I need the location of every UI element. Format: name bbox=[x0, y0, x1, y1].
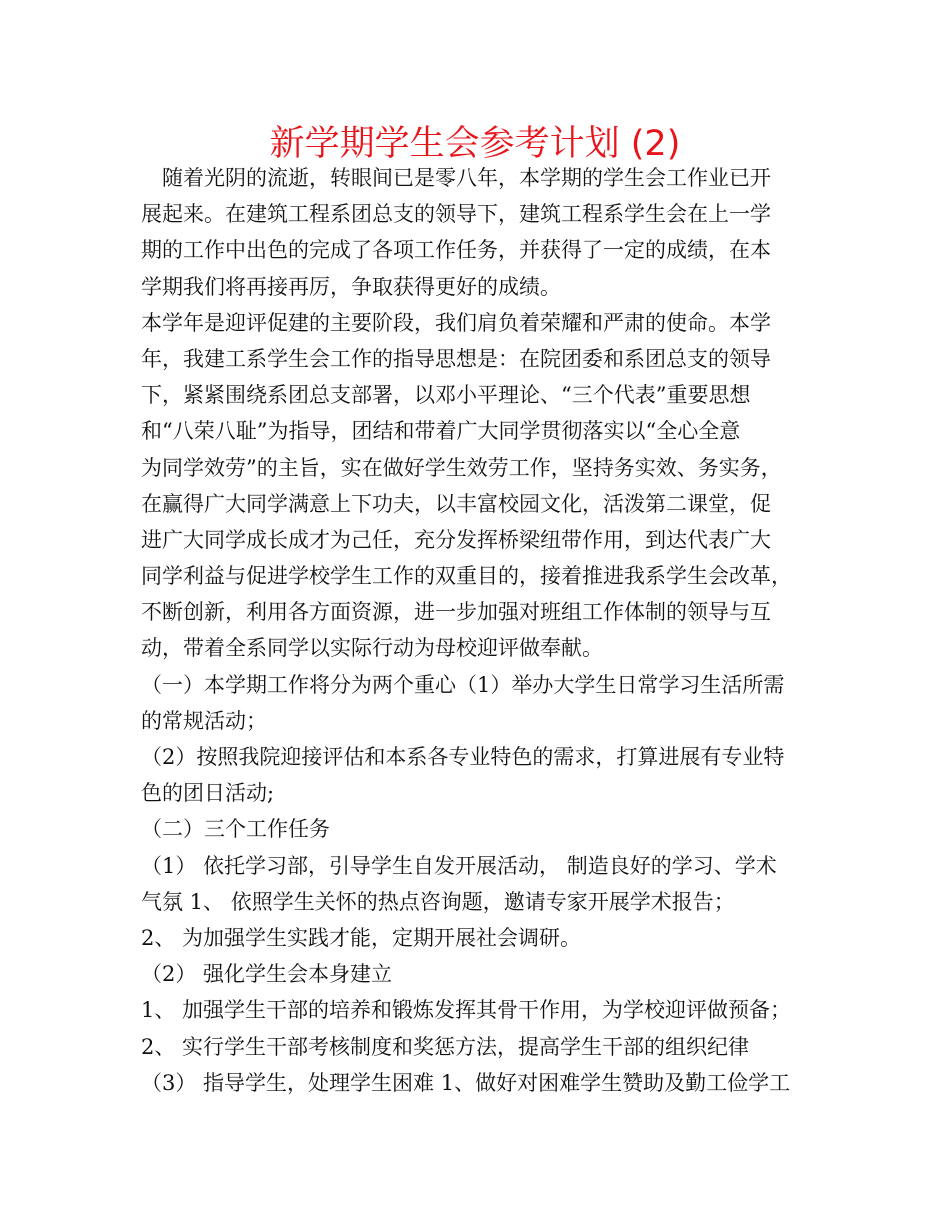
body-line: 展起来。在建筑工程系团总支的领导下，建筑工程系学生会在上一学 bbox=[141, 202, 771, 227]
body-line: 为同学效劳”的主旨，实在做好学生效劳工作，坚持务实效、务实务， bbox=[141, 455, 782, 480]
body-line: 的常规活动； bbox=[141, 708, 267, 733]
body-line: （2） 强化学生会本身建立 bbox=[141, 962, 393, 987]
document-title: 新学期学生会参考计划 (2) bbox=[269, 124, 681, 164]
body-line: 进广大同学成长成才为己任，充分发挥桥梁纽带作用，到达代表广大 bbox=[141, 527, 771, 552]
body-line: 学期我们将再接再厉，争取获得更好的成绩。 bbox=[141, 274, 561, 299]
body-line: 2、 为加强学生实践才能，定期开展社会调研。 bbox=[141, 925, 582, 950]
body-line: 和“八荣八耻”为指导，团结和带着广大同学贯彻落实以“全心全意 bbox=[141, 419, 741, 444]
body-line: 在赢得广大同学满意上下功夫，以丰富校园文化，活泼第二课堂，促 bbox=[141, 491, 771, 516]
body-line: （一）本学期工作将分为两个重心（1）举办大学生日常学习生活所需 bbox=[141, 672, 785, 697]
body-line: 期的工作中出色的完成了各项工作任务，并获得了一定的成绩，在本 bbox=[141, 238, 771, 263]
body-line: 同学利益与促进学校学生工作的双重目的，接着推进我系学生会改革， bbox=[141, 564, 792, 589]
body-line: 下，紧紧围绕系团总支部署，以邓小平理论、“三个代表”重要思想 bbox=[141, 383, 751, 408]
body-line: 2、 实行学生干部考核制度和奖惩方法，提高学生干部的组织纪律 bbox=[141, 1034, 750, 1059]
body-line: 色的团日活动; bbox=[141, 781, 275, 806]
body-line: （1） 依托学习部，引导学生自发开展活动， 制造良好的学习、学术 bbox=[141, 853, 777, 878]
body-line: 随着光阴的流逝，转眼间已是零八年，本学期的学生会工作业已开 bbox=[141, 166, 771, 190]
body-line: 1、 加强学生干部的培养和锻炼发挥其骨干作用，为学校迎评做预备； bbox=[141, 998, 792, 1023]
body-line: （3） 指导学生，处理学生困难 1、做好对困难学生赞助及勤工俭学工 bbox=[141, 1070, 791, 1095]
body-line: 年，我建工系学生会工作的指导思想是：在院团委和系团总支的领导 bbox=[141, 346, 771, 371]
body-line: 动，带着全系同学以实际行动为母校迎评做奉献。 bbox=[141, 636, 603, 661]
body-line: 不断创新，利用各方面资源，进一步加强对班组工作体制的领导与互 bbox=[141, 600, 771, 625]
body-line: 本学年是迎评促建的主要阶段，我们肩负着荣耀和严肃的使命。本学 bbox=[141, 310, 771, 335]
body-line: （2）按照我院迎接评估和本系各专业特色的需求，打算进展有专业特 bbox=[141, 745, 785, 769]
document-body bbox=[141, 160, 811, 1101]
body-line: （二）三个工作任务 bbox=[141, 817, 330, 842]
body-line: 气氛 1、 依照学生关怀的热点咨询题，邀请专家开展学术报告； bbox=[141, 889, 735, 914]
